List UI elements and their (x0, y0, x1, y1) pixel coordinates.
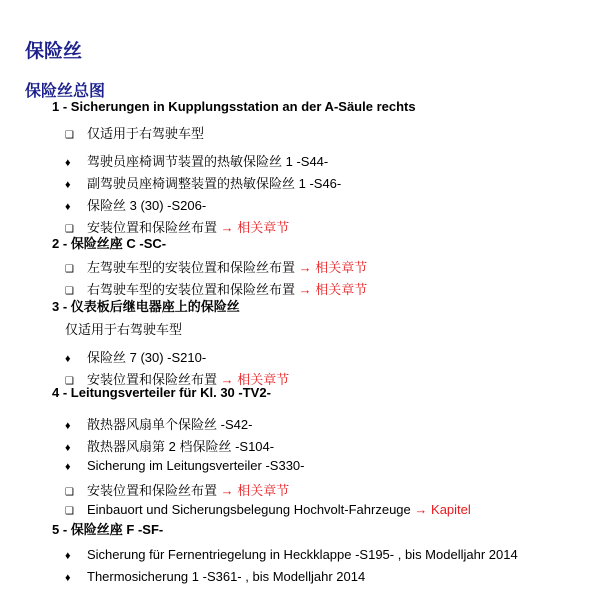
diamond-bullet-icon: ♦ (65, 179, 71, 191)
section-1-heading (52, 99, 416, 114)
section-1-title: Sicherungen in Kupplungsstation an der A-Säule rechts (70, 99, 416, 114)
related-chapter-link[interactable]: → 相关章节 (220, 372, 290, 387)
item-text: 驾驶员座椅调节装置的热敏保险丝 1 -S44- (87, 154, 329, 169)
item-text: 保险丝 3 (30) -S206- (87, 198, 207, 213)
item-text: 安装位置和保险丝布置 (87, 483, 218, 498)
square-bullet-icon: ❑ (65, 487, 74, 498)
diamond-bullet-icon: ♦ (65, 572, 71, 584)
section-2-heading (52, 233, 166, 252)
square-bullet-icon: ❑ (65, 506, 74, 517)
list-item (65, 502, 471, 517)
list-item (65, 151, 328, 170)
related-chapter-link[interactable]: → 相关章节 (220, 220, 290, 235)
section-4-title: Leitungsverteiler für Kl. 30 -TV2- (70, 385, 271, 400)
item-text: 左驾驶车型的安装位置和保险丝布置 (87, 260, 296, 275)
item-text: Sicherung im Leitungsverteiler -S330- (87, 458, 305, 473)
diamond-bullet-icon: ♦ (65, 420, 71, 432)
square-bullet-icon: ❑ (65, 264, 74, 275)
page-title: 保险丝 (25, 41, 83, 62)
item-text: 保险丝 7 (30) -S210- (87, 350, 207, 365)
list-item (65, 436, 274, 455)
item-text: 散热器风扇第 2 档保险丝 -S104- (87, 439, 275, 454)
item-text: 安装位置和保险丝布置 (87, 372, 218, 387)
diamond-bullet-icon: ♦ (65, 550, 71, 562)
square-bullet-icon: ❑ (65, 224, 74, 235)
section-4-number: 4 - (52, 385, 68, 400)
related-chapter-link[interactable]: → 相关章节 (220, 483, 290, 498)
list-item (65, 547, 518, 562)
list-item (65, 480, 289, 499)
diamond-bullet-icon: ♦ (65, 353, 71, 365)
section-1-number: 1 - (52, 99, 68, 114)
list-item (65, 257, 367, 276)
section-2-title: 保险丝座 C -SC- (70, 236, 167, 251)
list-item (65, 347, 206, 366)
list-item (65, 195, 206, 214)
section-3-heading (52, 296, 240, 315)
related-chapter-link[interactable]: → 相关章节 (298, 260, 368, 275)
list-item (65, 414, 252, 433)
section-5-heading (52, 519, 163, 538)
section-3-title: 仪表板后继电器座上的保险丝 (70, 299, 240, 314)
related-chapter-link[interactable]: → 相关章节 (298, 282, 368, 297)
section-5-title: 保险丝座 F -SF- (70, 522, 164, 537)
item-text: Thermosicherung 1 -S361- , bis Modelljahr 2014 (87, 569, 366, 584)
section-heading: 保险丝总图 (25, 83, 106, 100)
square-bullet-icon: ❑ (65, 130, 74, 141)
section-5-number: 5 - (52, 522, 68, 537)
list-item (65, 569, 365, 584)
item-text: 仅适用于右驾驶车型 (87, 126, 205, 141)
list-item (65, 173, 341, 192)
diamond-bullet-icon: ♦ (65, 442, 71, 454)
item-text: Einbauort und Sicherungsbelegung Hochvolt-Fahrzeuge (87, 502, 411, 517)
item-text: 副驾驶员座椅调整装置的热敏保险丝 1 -S46- (87, 176, 342, 191)
list-item (65, 123, 204, 142)
square-bullet-icon: ❑ (65, 376, 74, 387)
item-text: 散热器风扇单个保险丝 -S42- (87, 417, 253, 432)
list-item (65, 458, 305, 473)
item-text: 右驾驶车型的安装位置和保险丝布置 (87, 282, 296, 297)
item-text: Sicherung für Fernentriegelung in Heckklappe -S195- , bis Modelljahr 2014 (87, 547, 518, 562)
section-3-note: 仅适用于右驾驶车型 (65, 322, 183, 337)
diamond-bullet-icon: ♦ (65, 157, 71, 169)
section-3-number: 3 - (52, 299, 68, 314)
section-2-number: 2 - (52, 236, 68, 251)
square-bullet-icon: ❑ (65, 286, 74, 297)
diamond-bullet-icon: ♦ (65, 201, 71, 213)
chapter-link[interactable]: → Kapitel (414, 502, 471, 517)
diamond-bullet-icon: ♦ (65, 461, 71, 473)
section-4-heading (52, 385, 271, 400)
item-text: 安装位置和保险丝布置 (87, 220, 218, 235)
